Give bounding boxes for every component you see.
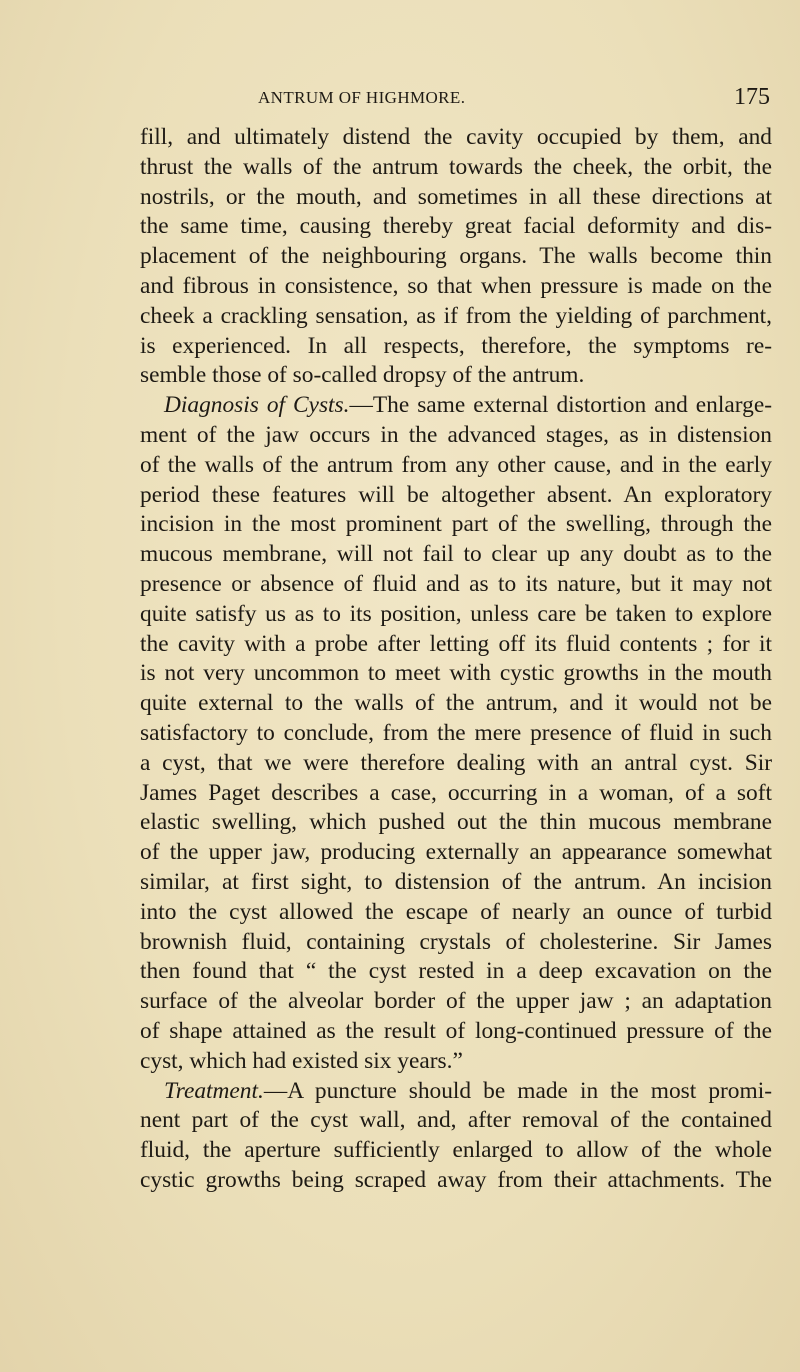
text-line: brownish fluid, containing crystals of cholesterine. Sir James bbox=[140, 928, 772, 955]
text-line: incision in the most prominent part of the swelling, through the bbox=[140, 511, 772, 538]
text-line: into the cyst allowed the escape of nearly an ounce of turbid bbox=[140, 898, 772, 925]
text-line: the cavity with a probe after letting off its fluid contents ; for it bbox=[140, 630, 772, 657]
text-line: then found that “ the cyst rested in a deep excavation on the bbox=[140, 958, 772, 985]
text-line: quite external to the walls of the antrum, and it would not be bbox=[140, 690, 772, 717]
text-line: is not very uncommon to meet with cystic growths in the mouth bbox=[140, 660, 772, 687]
running-head bbox=[140, 84, 770, 118]
text-line: James Paget describes a case, occurring in a woman, of a soft bbox=[140, 779, 772, 806]
text-line: elastic swelling, which pushed out the thin mucous membrane bbox=[140, 809, 772, 836]
text-line: fill, and ultimately distend the cavity occupied by them, and bbox=[140, 124, 772, 150]
text-line: satisfactory to conclude, from the mere presence of fluid in such bbox=[140, 719, 772, 746]
text-line: the same time, causing thereby great facial deformity and dis- bbox=[140, 213, 772, 240]
text-line: ment of the jaw occurs in the advanced stages, as in distension bbox=[140, 421, 772, 448]
section-heading-rest: —A puncture should be made in the most promi- bbox=[263, 1077, 772, 1104]
text-line: is experienced. In all respects, therefore, the symptoms re- bbox=[140, 332, 772, 359]
text-line: period these features will be altogether absent. An exploratory bbox=[140, 481, 772, 508]
page-number: 175 bbox=[734, 84, 770, 110]
running-title: ANTRUM OF HIGHMORE. bbox=[258, 88, 466, 107]
text-line: quite satisfy us as to its position, unless care be taken to explore bbox=[140, 600, 772, 627]
text-line: of the walls of the antrum from any other cause, and in the early bbox=[140, 451, 772, 478]
text-line: and fibrous in consistence, so that when pressure is made on the bbox=[140, 272, 772, 299]
paragraph-end-line: cyst, which had existed six years.” bbox=[140, 1047, 463, 1074]
section-heading-rest: —The same external distortion and enlarge- bbox=[349, 392, 772, 419]
text-line: of shape attained as the result of long-continued pressure of the bbox=[140, 1017, 772, 1044]
text-line: presence or absence of fluid and as to its nature, but it may not bbox=[140, 570, 772, 597]
text-line: fluid, the aperture sufficiently enlarged to allow of the whole bbox=[140, 1137, 772, 1164]
paragraph-end-line: semble those of so-called dropsy of the antrum. bbox=[140, 362, 585, 389]
text-line: of the upper jaw, producing externally an appearance somewhat bbox=[140, 839, 772, 866]
body-text bbox=[140, 123, 772, 1196]
text-line: placement of the neighbouring organs. The walls become thin bbox=[140, 243, 772, 270]
text-line: nostrils, or the mouth, and sometimes in all these directions at bbox=[140, 183, 772, 210]
section-heading-line bbox=[140, 1077, 772, 1107]
text-line: cheek a crackling sensation, as if from the yielding of parchment, bbox=[140, 302, 772, 329]
text-line: mucous membrane, will not fail to clear up any doubt as to the bbox=[140, 541, 772, 568]
text-line: nent part of the cyst wall, and, after removal of the contained bbox=[140, 1107, 772, 1134]
section-heading-diagnosis: Diagnosis of Cysts. bbox=[164, 392, 350, 419]
section-heading-treatment: Treatment. bbox=[164, 1077, 264, 1104]
text-line: thrust the walls of the antrum towards the cheek, the orbit, the bbox=[140, 153, 772, 180]
section-heading-line bbox=[140, 391, 772, 421]
text-line: cystic growths being scraped away from their attachments. The bbox=[140, 1166, 772, 1193]
text-line: a cyst, that we were therefore dealing with an antral cyst. Sir bbox=[140, 749, 772, 776]
text-line: surface of the alveolar border of the upper jaw ; an adaptation bbox=[140, 988, 772, 1015]
text-line: similar, at first sight, to distension of the antrum. An incision bbox=[140, 868, 772, 895]
